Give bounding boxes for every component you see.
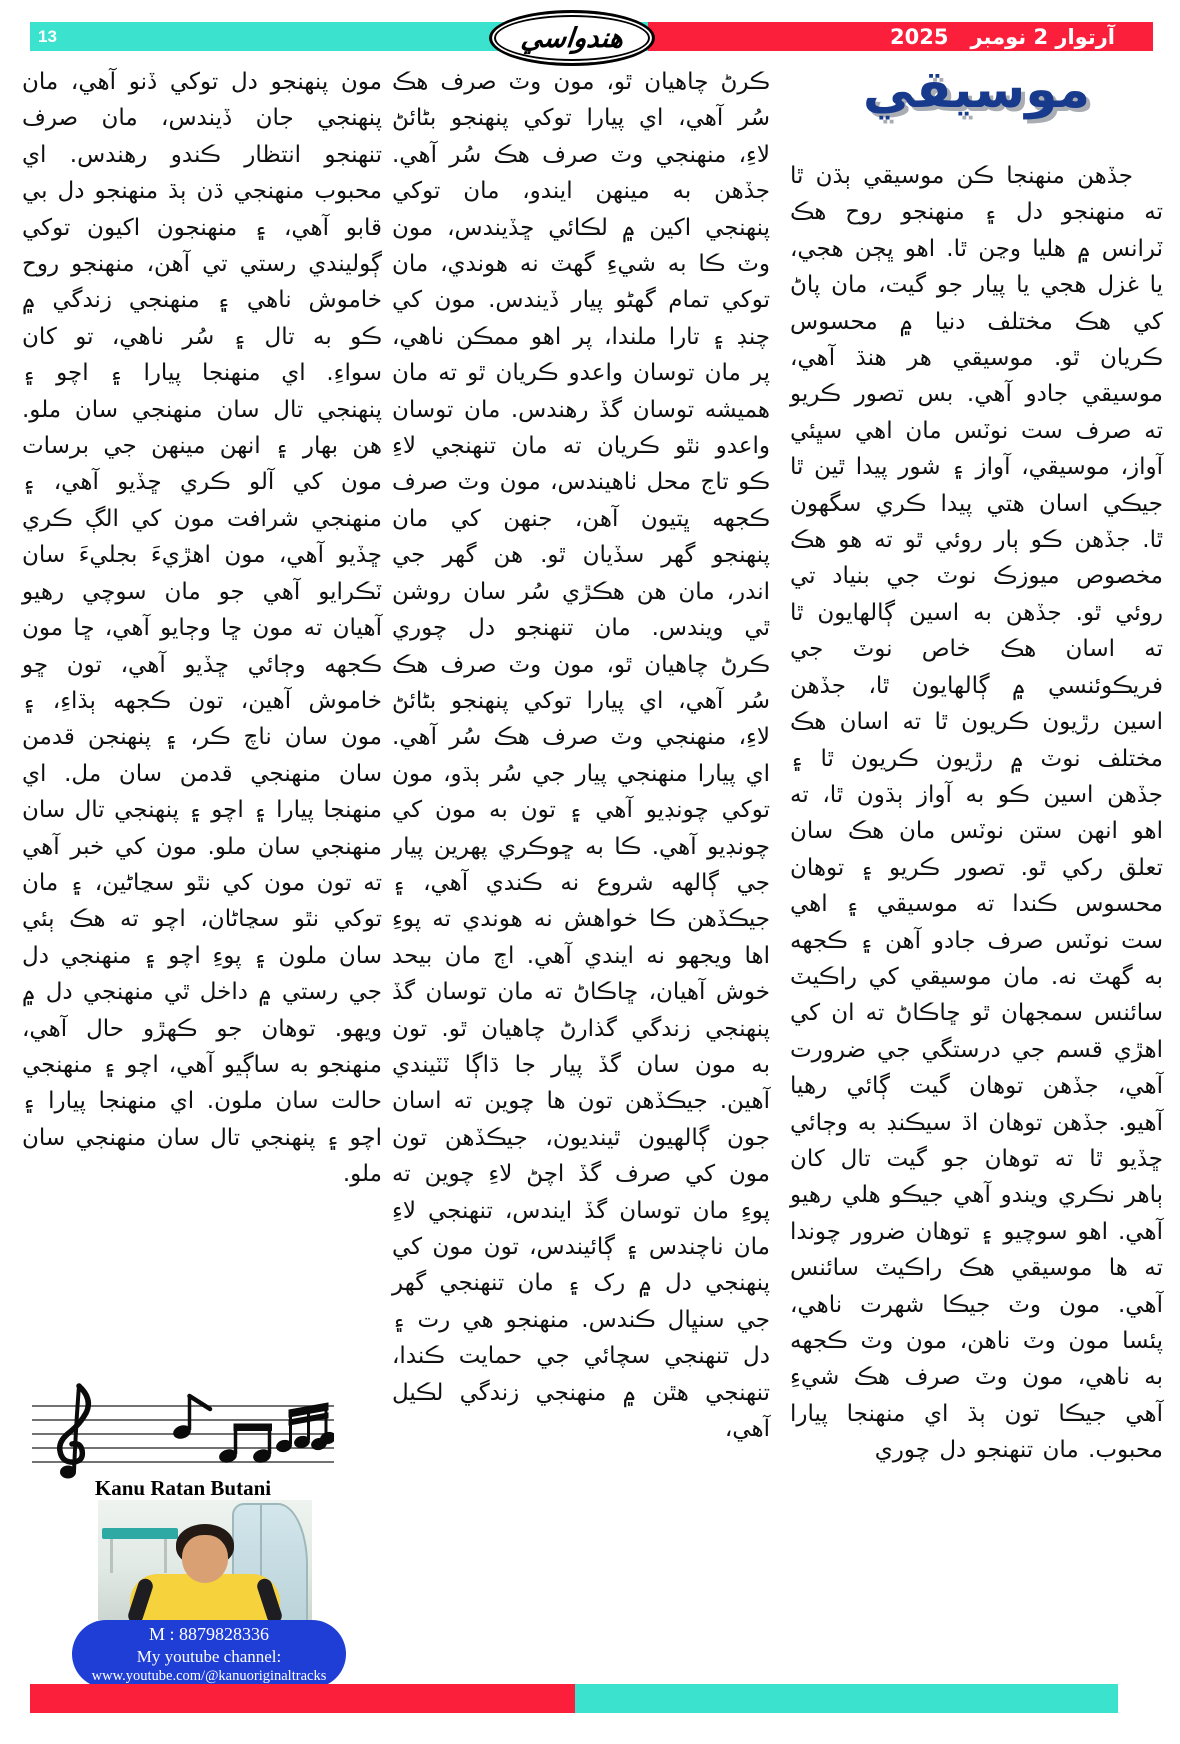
photo-face <box>182 1535 228 1583</box>
author-name: Kanu Ratan Butani <box>94 1476 272 1500</box>
contact-pill <box>72 1620 346 1688</box>
article-column-middle: ڪرڻ چاهيان ٿو، مون وٽ صرف هڪ سُر آهي، اي پيارا توکي پنهنجو بڻائڻ لاءِ، منهنجي وٽ صرف هڪ سُر آهي. جڏهن به مينهن ايندو، مان توکي پنهنجي اکين ۾ لڪائي ڇڏيندس، مون وٽ ڪا به شيءِ گهٽ نه هوندي، مان توکي تمام گهڻو پيار ڏيندس. مون کي چنڊ ۽ تارا ملندا، پر اهو ممڪن ناهي، پر مان توسان واعدو ڪريان ٿو ته مان هميشه توسان گڏ رهندس. مان توسان واعدو نٿو ڪريان ته مان تنهنجي لاءِ ڪو تاج محل ٺاهيندس، مون وٽ صرف ڪجهه ڀتيون آهن، جنهن کي مان پنهنجو گهر سڏيان ٿو. هن گهر جي اندر، مان هن هڪڙي سُر سان روشن ٿي ويندس. مان تنهنجو دل چوري ڪرڻ چاهيان ٿو، مون وٽ صرف هڪ سُر آهي، اي پيارا توکي پنهنجو بڻائڻ لاءِ، منهنجي وٽ صرف هڪ سُر آهي. اي پيارا منهنجي پيار جي سُر ٻڌو، مون توکي چونڊيو آهي ۽ تون به مون کي چونڊيو آهي. ڪا به ڇوڪري پهرين پيار جي ڳالهه شروع نه ڪندي آهي، ۽ جيڪڏهن ڪا خواهش نه هوندي ته پوءِ اها ويجهو نه ايندي آهي. اڄ مان بيحد خوش آهيان، ڇاڪاڻ ته مان توسان گڏ پنهنجي زندگي گذارڻ چاهيان ٿو. تون به مون سان گڏ پيار جا ڌاڳا ٽٽيندي آهين. جيڪڏهن تون ها چوين ته اسان جون ڳالهيون ٿينديون، جيڪڏهن تون مون کي صرف گڏ اچڻ لاءِ چوين ته پوءِ مان توسان گڏ ايندس، تنهنجي لاءِ مان ناچندس ۽ ڳائيندس، تون مون کي پنهنجي دل ۾ رک ۽ مان تنهنجي گهر جي سنڀال ڪندس. منهنجو هي رت ۽ دل تنهنجي سچائي جي حمايت ڪندا، تنهنجي هٿن ۾ منهنجي زندگي لڪيل آهي، <box>392 69 770 1443</box>
author-photo <box>98 1500 312 1620</box>
beamed-note-pair <box>218 1424 271 1464</box>
contact-youtube-url: www.youtube.com/@kanuoriginaltracks <box>91 1667 327 1684</box>
issue-date-text: آرتوار 2 نومبر <box>970 24 1115 49</box>
page-number: 13 <box>38 26 57 46</box>
footer-bar-teal <box>575 1684 1118 1713</box>
photo-person <box>127 1524 283 1620</box>
music-staff-notes <box>32 1382 334 1482</box>
contact-mobile: M : 8879828336 <box>148 1624 269 1645</box>
treble-clef-icon <box>60 1386 89 1478</box>
article-title: موسيقي <box>862 60 1091 120</box>
article-column-left: مون پنهنجو دل توکي ڏنو آهي، مان پنهنجي جان ڏيندس، مان صرف تنهنجو انتظار ڪندو رهندس. اي محبوب منهنجي ڌن ٻڌ منهنجو دل بي قابو آهي، ۽ منهنجون اکيون توکي ڳوليندي رستي تي آهن، منهنجو روح خاموش ناهي ۽ منهنجي زندگي ۾ ڪو به تال ۽ سُر ناهي، تو کان سواءِ. اي منهنجا پيارا ۽ اچو ۽ پنهنجي تال سان منهنجي سان ملو. هن بهار ۽ انهن مينهن جي برسات مون کي آلو ڪري ڇڏيو آهي، ۽ منهنجي شرافت مون کي الڳ ڪري ڇڏيو آهي، مون اهڙيءَ بجليءَ سان ٽڪرايو آهي جو مان سوچي رهيو آهيان ته مون ڇا وڄايو آهي، ڇا مون ڪجهه وڄائي ڇڏيو آهي، تون ڇو خاموش آهين، تون ڪجهه ٻڌاءِ، ۽ مون سان ناچ ڪر، ۽ پنهنجن قدمن سان منهنجي قدمن سان مل. اي منهنجا پيارا ۽ اچو ۽ پنهنجي تال سان منهنجي سان ملو. مون کي خبر آهي ته تون مون کي نٿو سڃاڻين، ۽ مان توکي نٿو سڃاڻان، اچو ته هڪ ٻئي سان ملون ۽ پوءِ اچو ۽ منهنجي دل جي رستي ۾ داخل ٿي منهنجي دل ۾ ويهو. توهان جو ڪهڙو حال آهي، منهنجو به ساڳيو آهي، اچو ۽ منهنجي حالت سان ملون. اي منهنجا پيارا ۽ اچو ۽ پنهنجي تال سان منهنجي سان ملو. <box>22 69 382 1188</box>
footer-bar-red <box>30 1684 575 1713</box>
header-red-strip <box>648 22 1153 51</box>
music-staff-image <box>32 1382 334 1482</box>
article-column-right: جڏهن منهنجا ڪن موسيقي ٻڌن ٿا ته منهنجو دل ۽ منهنجو روح هڪ ٽرانس ۾ هليا وڃن ٿا. اهو ڀڄن هجي، يا غزل هجي يا پيار جو گيت، مان پاڻ کي هڪ مختلف دنيا ۾ محسوس ڪريان ٿو. موسيقي هر هنڌ آهي، موسيقي جادو آهي. بس تصور ڪريو ته صرف ست نوٽس مان اهي سڀئي آواز، موسيقي، آواز ۽ شور پيدا ٿين ٿا جيڪي اسان هتي پيدا ڪري سگهون ٿا. جڏهن ڪو ٻار روئي ٿو ته هو هڪ مخصوص ميوزڪ نوٽ جي بنياد تي روئي ٿو. جڏهن به اسين ڳالهايون ٿا ته اسان هڪ خاص نوٽ جي فريڪوئنسي ۾ ڳالهايون ٿا، جڏهن اسين رڙيون ڪريون ٿا ته اسان هڪ مختلف نوٽ ۾ رڙيون ڪريون ٿا ۽ جڏهن اسين ڪو به آواز ٻڌون ٿا، ته اهو انهن ستن نوٽس مان هڪ سان تعلق رکي ٿو. تصور ڪريو ۽ توهان محسوس ڪندا ته موسيقي ۽ اهي ست نوٽس صرف جادو آهن ۽ ڪجهه به گهٽ نه. مان موسيقي کي راڪيٽ سائنس سمجهان ٿو ڇاڪاڻ ته ان کي اهڙي قسم جي درستگي جي ضرورت آهي، جڏهن توهان گيت ڳائي رهيا آهيو. جڏهن توهان اڌ سيڪنڊ به وڄائي ڇڏيو ٿا ته توهان جو گيت تال کان ٻاهر نڪري ويندو آهي جيڪو هلي رهيو آهي. اهو سوچيو ۽ توهان ضرور چوندا ته ها موسيقي هڪ راڪيٽ سائنس آهي. مون وٽ جيڪا شهرت ناهي، پئسا مون وٽ ناهن، مون وٽ ڪجهه به ناهي، مون وٽ صرف هڪ شيءِ آهي جيڪا تون ٻڌ اي منهنجا پيارا محبوب. مان تنهنجو دل چوري <box>790 163 1163 1464</box>
beamed-note-group <box>275 1403 334 1453</box>
newspaper-logo <box>489 10 655 66</box>
issue-date <box>890 22 1115 51</box>
contact-youtube-label: My youtube channel: <box>136 1646 282 1666</box>
issue-year: 2025 <box>889 24 949 49</box>
newspaper-logo-text: هندواسي <box>519 22 625 54</box>
